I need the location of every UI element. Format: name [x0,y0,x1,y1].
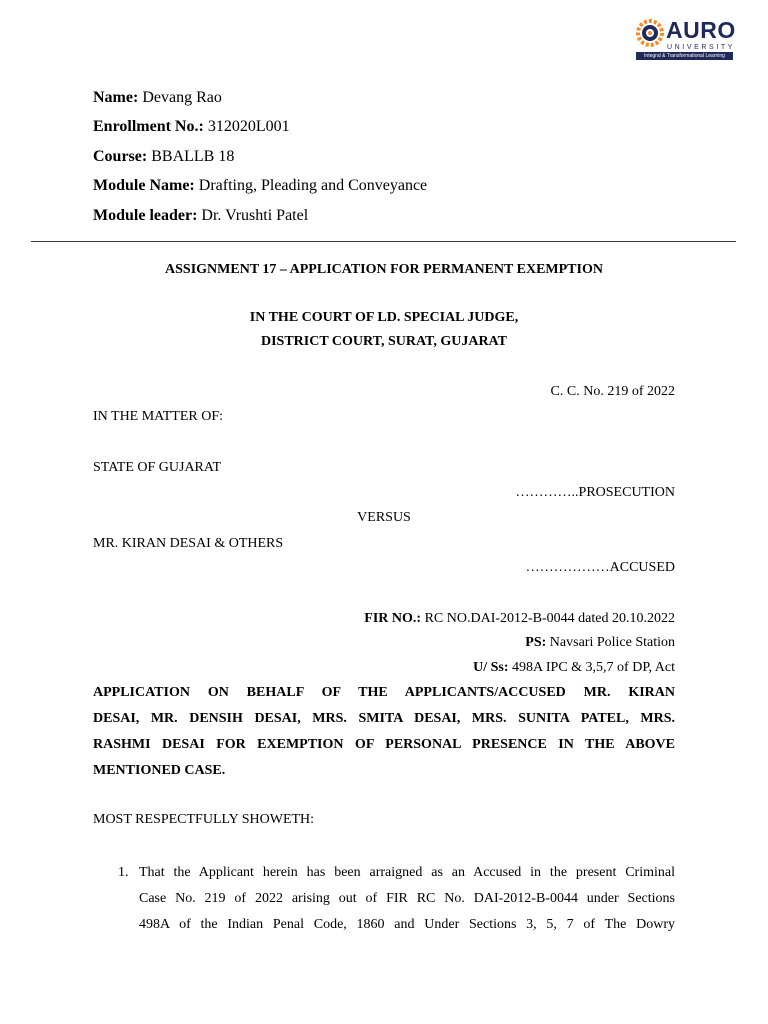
ps-value: Navsari Police Station [546,635,675,650]
ps-label: PS: [525,635,547,650]
fir-label: FIR NO.: [364,611,422,626]
student-name-line [93,88,222,108]
name-value: Devang Rao [142,89,222,106]
leader-label: Module leader: [93,207,198,224]
header-divider [31,241,736,242]
fir-value: RC NO.DAI-2012-B-0044 dated 20.10.2022 [421,611,675,626]
module-value: Drafting, Pleading and Conveyance [198,177,428,194]
case-number: C. C. No. 219 of 2022 [550,384,675,399]
auro-university-logo [636,17,736,63]
application-line-1: APPLICATION ON BEHALF OF THE APPLICANTS/ACCUSED MR. KIRAN [93,685,675,700]
course-line [93,147,234,167]
accused-designation: ………………ACCUSED [525,560,675,575]
enrollment-value: 312020L001 [207,118,290,135]
name-label: Name: [93,89,139,106]
application-heading [93,680,675,784]
application-line-2: DESAI, MR. DENSIH DESAI, MRS. SMITA DESAI, MRS. SUNITA PATEL, MRS. [93,711,675,726]
point-1-line-2: Case No. 219 of 2022 arising out of FIR RC No. DAI-2012-B-0044 under Sections [139,891,675,906]
module-name-line [93,176,427,196]
logo-name: AURO [666,17,736,43]
us-value: 498A IPC & 3,5,7 of DP, Act [508,660,675,675]
enrollment-label: Enrollment No.: [93,118,204,135]
prosecution-designation: …………..PROSECUTION [515,485,675,500]
in-the-matter-of: IN THE MATTER OF: [93,409,224,424]
most-respectfully-showeth: MOST RESPECTFULLY SHOWETH: [93,812,315,827]
under-sections [93,659,675,677]
application-line-3: RASHMI DESAI FOR EXEMPTION OF PERSONAL PRESENCE IN THE ABOVE [93,737,675,752]
module-leader-line [93,206,308,226]
leader-value: Dr. Vrushti Patel [201,207,309,224]
module-label: Module Name: [93,177,195,194]
application-line-4: MENTIONED CASE. [93,763,226,778]
fir-number [93,610,675,628]
court-line-1: IN THE COURT OF LD. SPECIAL JUDGE, [249,310,519,325]
assignment-title: ASSIGNMENT 17 – APPLICATION FOR PERMANENT EXEMPTION [165,262,603,277]
police-station [93,634,675,652]
court-line-2: DISTRICT COURT, SURAT, GUJARAT [261,334,507,349]
point-1-line-1: That the Applicant herein has been arraigned as an Accused in the present Criminal [139,865,675,880]
us-label: U/ Ss: [473,660,509,675]
logo-tagline: Integral & Transformational Learning [636,52,733,60]
versus: VERSUS [357,510,411,525]
party-prosecution-name: STATE OF GUJARAT [93,460,222,475]
point-1-number: 1. [118,865,129,880]
course-label: Course: [93,148,148,165]
point-1-line-3: 498A of the Indian Penal Code, 1860 and Under Sections 3, 5, 7 of The Dowry [139,917,675,932]
university-emblem-icon [636,19,664,47]
point-1-text [139,860,675,938]
enrollment-line [93,117,290,137]
course-value: BBALLB 18 [151,148,235,165]
party-accused-name: MR. KIRAN DESAI & OTHERS [93,536,284,551]
logo-subtitle: UNIVERSITY [667,44,736,51]
